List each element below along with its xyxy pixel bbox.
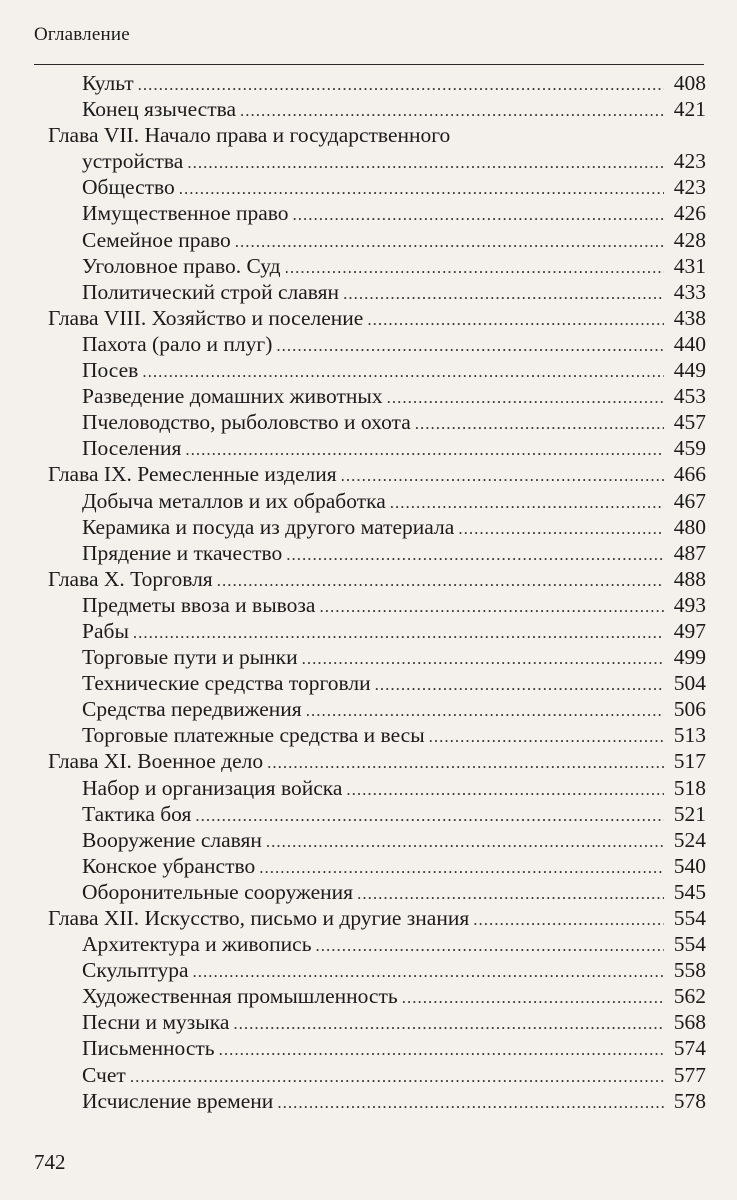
dot-leader <box>277 1088 664 1116</box>
toc-entry <box>48 644 706 670</box>
dot-leader <box>357 879 664 907</box>
toc-entry <box>48 514 706 540</box>
toc-entry-page: 562 <box>673 984 706 1009</box>
toc-entry-title: Культ <box>82 71 134 95</box>
table-of-contents <box>48 70 706 1114</box>
page-number: 742 <box>34 1150 66 1174</box>
toc-entry-title: Средства передвижения <box>82 697 302 722</box>
toc-entry-title: Скульптура <box>82 958 189 983</box>
header-rule <box>34 64 704 65</box>
dot-leader <box>402 983 664 1011</box>
toc-entry-title: Пахота (рало и плуг) <box>82 331 273 356</box>
dot-leader <box>142 357 664 385</box>
toc-entry-title: Предметы ввоза и вывоза <box>82 592 316 617</box>
toc-entry-page: 513 <box>673 723 706 748</box>
toc-entry-title: Торговые пути и рынки <box>82 645 298 670</box>
toc-entry-page: 466 <box>673 462 706 487</box>
toc-entry-title: Письменность <box>82 1036 215 1061</box>
toc-entry-page: 540 <box>673 853 706 878</box>
toc-entry <box>48 957 706 983</box>
toc-entry-page: 517 <box>673 749 706 774</box>
toc-entry-page: 487 <box>673 540 706 565</box>
dot-leader <box>346 775 664 803</box>
toc-entry <box>48 488 706 514</box>
toc-entry-page: 453 <box>673 384 706 409</box>
toc-entry <box>48 148 706 174</box>
dot-leader <box>316 931 664 959</box>
toc-entry-title: Вооружение славян <box>82 827 262 852</box>
toc-chapter-entry <box>48 122 706 148</box>
toc-entry-page: 493 <box>673 592 706 617</box>
toc-entry-page: 433 <box>673 279 706 304</box>
toc-entry-title: Тактика боя <box>82 801 192 826</box>
toc-entry-page: 438 <box>673 305 706 330</box>
toc-entry <box>48 853 706 879</box>
toc-entry-page: 423 <box>673 175 706 200</box>
toc-entry-title: Глава XI. Военное дело <box>48 749 264 774</box>
dot-leader <box>235 227 664 255</box>
dot-leader <box>387 383 664 411</box>
toc-entry-page: 518 <box>673 775 706 800</box>
toc-entry <box>48 670 706 696</box>
toc-entry <box>48 931 706 957</box>
toc-entry-title: Политический строй славян <box>82 279 340 304</box>
dot-leader <box>302 644 664 672</box>
toc-entry-page: 504 <box>673 671 706 696</box>
toc-entry-title: Песни и музыка <box>82 1010 230 1035</box>
toc-entry-title: Уголовное право. Суд <box>82 253 281 278</box>
toc-entry-page: 467 <box>673 488 706 513</box>
toc-entry <box>48 331 706 357</box>
toc-entry <box>48 618 706 644</box>
toc-entry <box>48 435 706 461</box>
toc-entry <box>48 592 706 618</box>
toc-entry-title: Рабы <box>82 618 129 643</box>
toc-entry-title: Оборонительные сооружения <box>82 879 354 904</box>
toc-entry-page: 568 <box>673 1010 706 1035</box>
dot-leader <box>390 488 664 516</box>
toc-entry-title: Семейное право <box>82 227 231 252</box>
dot-leader <box>138 70 664 98</box>
toc-entry <box>48 70 706 96</box>
toc-entry <box>48 696 706 722</box>
toc-entry-title: Пчеловодство, рыболовство и охота <box>82 410 411 435</box>
dot-leader <box>233 1009 664 1037</box>
toc-entry-title: Прядение и ткачество <box>82 540 283 565</box>
toc-entry-page: 428 <box>673 227 706 252</box>
toc-entry-page: 449 <box>673 358 706 383</box>
toc-entry <box>48 722 706 748</box>
toc-entry-page: 524 <box>673 827 706 852</box>
dot-leader <box>267 748 664 776</box>
toc-entry-page: 431 <box>673 253 706 278</box>
toc-entry <box>48 827 706 853</box>
dot-leader <box>473 905 664 933</box>
toc-entry-page: 421 <box>673 97 706 122</box>
toc-entry-title: Глава VII. Начало права и государственного <box>48 123 451 148</box>
toc-entry <box>48 253 706 279</box>
toc-entry <box>48 357 706 383</box>
toc-chapter-entry <box>48 461 706 487</box>
dot-leader <box>130 1062 664 1090</box>
toc-entry-title: Набор и организация войска <box>82 775 343 800</box>
toc-entry-title: Технические средства торговли <box>82 671 371 696</box>
toc-entry <box>48 1088 706 1114</box>
toc-entry <box>48 409 706 435</box>
toc-entry <box>48 775 706 801</box>
toc-entry-page: 408 <box>673 71 706 95</box>
dot-leader <box>285 253 664 281</box>
toc-entry <box>48 879 706 905</box>
dot-leader <box>306 696 664 724</box>
toc-entry <box>48 1035 706 1061</box>
dot-leader <box>187 148 664 176</box>
toc-entry-page: 521 <box>673 801 706 826</box>
toc-entry-page: 488 <box>673 566 706 591</box>
toc-entry <box>48 540 706 566</box>
toc-entry <box>48 983 706 1009</box>
dot-leader <box>286 540 664 568</box>
toc-entry-page: 554 <box>673 932 706 957</box>
dot-leader <box>276 331 664 359</box>
toc-entry-page: 459 <box>673 436 706 461</box>
toc-entry <box>48 801 706 827</box>
toc-entry-title: устройства <box>82 149 184 174</box>
toc-entry-title: Поселения <box>82 436 182 461</box>
toc-chapter-entry <box>48 305 706 331</box>
dot-leader <box>192 957 664 985</box>
toc-entry-page: 497 <box>673 618 706 643</box>
toc-entry-title: Глава VIII. Хозяйство и поселение <box>48 305 364 330</box>
dot-leader <box>458 514 664 542</box>
dot-leader <box>293 200 664 228</box>
toc-entry <box>48 227 706 253</box>
toc-entry-page: 457 <box>673 410 706 435</box>
toc-entry-title: Исчисление времени <box>82 1088 274 1113</box>
toc-entry <box>48 383 706 409</box>
toc-chapter-entry <box>48 905 706 931</box>
toc-entry <box>48 174 706 200</box>
toc-entry-title: Глава X. Торговля <box>48 566 213 591</box>
dot-leader <box>341 461 664 489</box>
toc-entry-title: Художественная промышленность <box>82 984 398 1009</box>
dot-leader <box>415 409 664 437</box>
dot-leader <box>179 174 664 202</box>
toc-entry-title: Конец язычества <box>82 97 237 122</box>
toc-entry-page: 574 <box>673 1036 706 1061</box>
running-header: Оглавление <box>34 24 130 45</box>
toc-entry-title: Разведение домашних животных <box>82 384 383 409</box>
dot-leader <box>319 592 664 620</box>
toc-entry-title: Счет <box>82 1062 126 1087</box>
dot-leader <box>429 722 664 750</box>
toc-entry-title: Керамика и посуда из другого материала <box>82 514 455 539</box>
dot-leader <box>195 801 664 829</box>
toc-entry-title: Имущественное право <box>82 201 289 226</box>
toc-entry-page: 506 <box>673 697 706 722</box>
toc-entry-page: 558 <box>673 958 706 983</box>
toc-chapter-entry <box>48 566 706 592</box>
toc-entry <box>48 1062 706 1088</box>
dot-leader <box>375 670 664 698</box>
toc-entry-page: 578 <box>673 1088 706 1113</box>
toc-entry-page: 577 <box>673 1062 706 1087</box>
dot-leader <box>185 435 664 463</box>
toc-entry-page: 440 <box>673 331 706 356</box>
toc-entry-page: 545 <box>673 879 706 904</box>
toc-entry <box>48 279 706 305</box>
dot-leader <box>343 279 664 307</box>
toc-entry-title: Архитектура и живопись <box>82 932 312 957</box>
dot-leader <box>240 96 664 124</box>
toc-entry-title: Торговые платежные средства и весы <box>82 723 425 748</box>
toc-entry <box>48 96 706 122</box>
toc-entry-title: Глава IX. Ремесленные изделия <box>48 462 337 487</box>
toc-entry <box>48 1009 706 1035</box>
toc-entry-title: Добыча металлов и их обработка <box>82 488 386 513</box>
toc-entry-title: Посев <box>82 358 139 383</box>
dot-leader <box>217 566 664 594</box>
dot-leader <box>133 618 664 646</box>
dot-leader <box>367 305 664 333</box>
toc-entry-page: 499 <box>673 645 706 670</box>
dot-leader <box>266 827 664 855</box>
toc-entry-title: Глава XII. Искусство, письмо и другие знания <box>48 906 470 930</box>
toc-chapter-entry <box>48 748 706 774</box>
toc-entry-page: 426 <box>673 201 706 226</box>
dot-leader <box>259 853 664 881</box>
dot-leader <box>219 1035 664 1063</box>
toc-entry-page: 423 <box>673 149 706 174</box>
toc-entry-page: 480 <box>673 514 706 539</box>
toc-entry-page: 554 <box>673 906 706 930</box>
toc-entry <box>48 200 706 226</box>
toc-entry-title: Общество <box>82 175 175 200</box>
toc-entry-title: Конское убранство <box>82 853 256 878</box>
